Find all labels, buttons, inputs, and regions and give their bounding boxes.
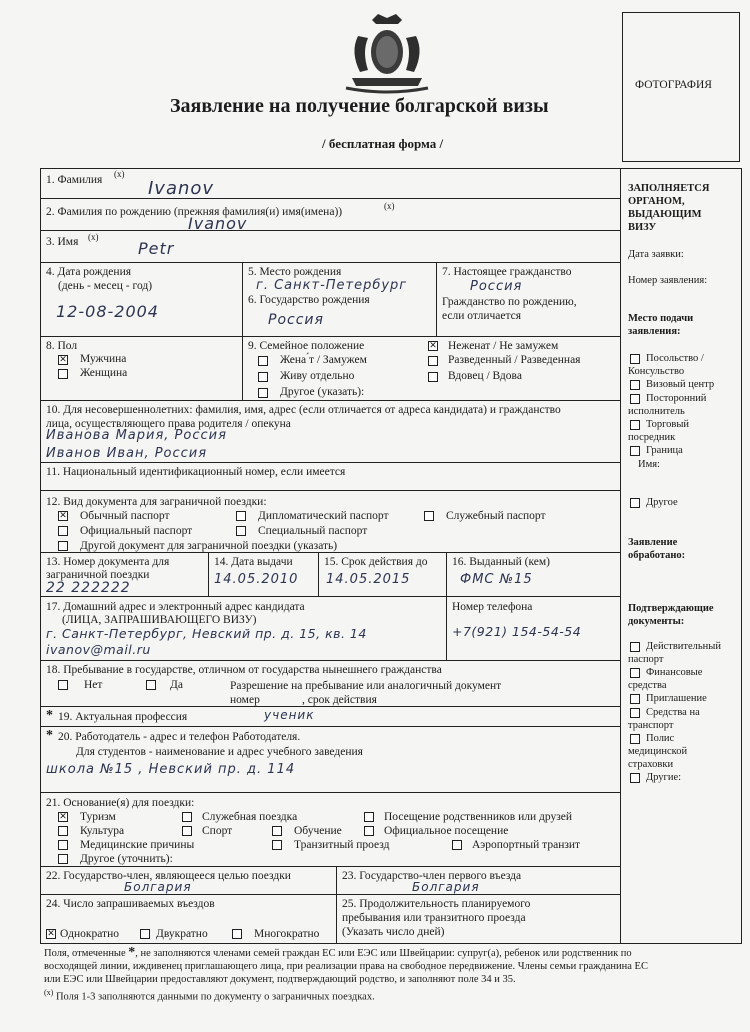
purpose-other-checkbox[interactable] <box>58 854 68 864</box>
f13-label2: заграничной поездки <box>46 569 150 581</box>
f17-email-value[interactable]: ivanov@mail.ru <box>46 642 151 657</box>
f10-parent1-value[interactable]: Иванова Мария, Россия <box>46 428 227 443</box>
purpose-medical-checkbox[interactable] <box>58 840 68 850</box>
f1-label: 1. Фамилия <box>46 174 103 186</box>
doc-ordinary-passport-checkbox[interactable] <box>58 511 68 521</box>
f3-mark: (x) <box>88 232 99 242</box>
f6-birth-country-value[interactable]: Россия <box>268 312 324 328</box>
f7-label: 7. Настоящее гражданство <box>442 266 572 278</box>
purpose-official-checkbox[interactable] <box>364 826 374 836</box>
f13-document-number-value[interactable]: 22 222222 <box>46 580 131 596</box>
f22-destination-value[interactable]: Болгария <box>124 880 192 894</box>
stay-permit-label: Разрешение на пребывание или аналогичный документ <box>230 680 502 692</box>
f14-label: 14. Дата выдачи <box>214 556 293 568</box>
marital-other-checkbox[interactable] <box>258 388 268 398</box>
f25-label2: пребывания или транзитного проезда <box>342 912 526 924</box>
f17-phone-label: Номер телефона <box>452 601 533 613</box>
purpose-tourism-checkbox[interactable] <box>58 812 68 822</box>
f11-label: 11. Национальный идентификационный номер, если имеется <box>46 466 346 478</box>
marital-divorced-checkbox[interactable] <box>428 356 438 366</box>
f8-label: 8. Пол <box>46 340 78 352</box>
purpose-tourism-label: Туризм <box>80 811 116 823</box>
page-title: Заявление на получение болгарской визы <box>170 95 549 117</box>
doc-other-document-checkbox[interactable] <box>58 541 68 551</box>
place-visa-center-label: Визовый центр <box>646 379 715 390</box>
f1-mark: (x) <box>114 169 125 179</box>
f9-label: 9. Семейное положение <box>248 340 365 352</box>
stay-no-checkbox[interactable] <box>58 680 68 690</box>
sidebar-place-heading: Место подачи заявления: <box>628 313 694 337</box>
f19-profession-value[interactable]: ученик <box>264 708 315 722</box>
f13-label: 13. Номер документа для <box>46 556 170 568</box>
f20-label: 20. Работодатель - адрес и телефон Работодателя. <box>58 731 301 743</box>
f16-label: 16. Выданный (кем) <box>452 556 551 568</box>
place-other-label: Другое <box>646 497 678 508</box>
f2-label: 2. Фамилия по рождению (прежняя фамилия(и) имя(имена)) <box>46 206 343 218</box>
f7-label2: Гражданство по рождению, <box>442 296 577 308</box>
f15-label: 15. Срок действия до <box>324 556 428 568</box>
f15-expiry-date-value[interactable]: 14.05.2015 <box>326 572 411 587</box>
marital-married-checkbox[interactable] <box>258 356 268 366</box>
f25-label3: (Указать число дней) <box>342 926 445 938</box>
doc-diplomatic-passport-label: Дипломатический паспорт <box>258 510 389 522</box>
f1-surname-value[interactable]: Ivanov <box>148 178 215 199</box>
f24-label: 24. Число запрашиваемых въездов <box>46 898 215 910</box>
f21-label: 21. Основание(я) для поездки: <box>46 797 195 809</box>
f17-label: 17. Домашний адрес и электронный адрес кандидата <box>46 601 305 613</box>
marital-married-label: Жена ́т / Замужем <box>280 354 367 366</box>
place-other-checkbox[interactable] <box>630 498 640 508</box>
f10-parent2-value[interactable]: Иванов Иван, Россия <box>46 446 208 461</box>
purpose-transit-checkbox[interactable] <box>272 840 282 850</box>
doc-diplomatic-passport-checkbox[interactable] <box>236 511 246 521</box>
f5-birthplace-value[interactable]: г. Санкт-Петербург <box>256 278 408 293</box>
doc-service-passport-label: Служебный паспорт <box>446 510 546 522</box>
marital-separated-checkbox[interactable] <box>258 372 268 382</box>
purpose-sport-label: Спорт <box>202 825 233 837</box>
f16-issued-by-value[interactable]: ФМС №15 <box>460 572 533 587</box>
purpose-visit-label: Посещение родственников или друзей <box>384 811 572 823</box>
marital-other-label: Другое (указать): <box>280 386 365 398</box>
place-border-label: Граница <box>646 445 683 456</box>
sidebar-docs-heading: Подтверждающие документы: <box>628 603 714 627</box>
doc-official-passport-label: Официальный паспорт <box>80 525 193 537</box>
doc-funds-label: Финансовые средства <box>628 667 703 691</box>
stay-yes-checkbox[interactable] <box>146 680 156 690</box>
stay-yes-label: Да <box>170 679 183 691</box>
purpose-study-checkbox[interactable] <box>272 826 282 836</box>
sex-female-label: Женщина <box>80 367 128 379</box>
purpose-visit-checkbox[interactable] <box>364 812 374 822</box>
f20-label2: Для студентов - наименование и адрес учебного заведения <box>76 746 363 758</box>
f6-label: 6. Государство рождения <box>248 294 370 306</box>
purpose-transit-label: Транзитный проезд <box>294 839 390 851</box>
purpose-business-label: Служебная поездка <box>202 811 298 823</box>
f10-label: 10. Для несовершеннолетних: фамилия, имя, адрес (если отличается от адреса кандидата) и гражданство <box>46 404 561 416</box>
coat-of-arms-emblem <box>338 12 436 96</box>
sidebar-date-label: Дата заявки: <box>628 249 684 260</box>
f14-issue-date-value[interactable]: 14.05.2010 <box>214 572 299 587</box>
purpose-official-label: Официальное посещение <box>384 825 509 837</box>
marital-widowed-checkbox[interactable] <box>428 372 438 382</box>
f7-label3: если отличается <box>442 310 522 322</box>
f19-star: * <box>46 708 53 723</box>
doc-special-passport-label: Специальный паспорт <box>258 525 368 537</box>
sex-male-checkbox[interactable] <box>58 355 68 365</box>
f2-mark: (x) <box>384 201 395 211</box>
doc-other-document-label: Другой документ для заграничной поездки (указать) <box>80 540 338 552</box>
f25-label: 25. Продолжительность планируемого <box>342 898 531 910</box>
sidebar-heading: ЗАПОЛНЯЕТСЯ ОРГАНОМ, ВЫДАЮЩИМ ВИЗУ <box>628 183 710 233</box>
entries-double-label: Двукратно <box>156 928 208 940</box>
sex-male-label: Мужчина <box>80 353 127 365</box>
doc-insurance-label: Полис медицинской страховки <box>628 733 688 770</box>
f19-label: 19. Актуальная профессия <box>58 711 188 723</box>
f23-first-entry-value[interactable]: Болгария <box>412 880 480 894</box>
purpose-culture-label: Культура <box>80 825 125 837</box>
place-visa-center-checkbox[interactable] <box>630 380 640 390</box>
doc-official-passport-checkbox[interactable] <box>58 526 68 536</box>
place-embassy-label: Посольство / Консульство <box>628 353 704 377</box>
f2-birth-surname-value[interactable]: Ivanov <box>188 214 248 233</box>
entries-multiple-checkbox[interactable] <box>232 929 242 939</box>
page-subtitle: / бесплатная форма / <box>322 136 444 151</box>
f4-birthdate-value[interactable]: 12-08-2004 <box>56 302 159 321</box>
f7-citizenship-value[interactable]: Россия <box>470 279 523 294</box>
f12-label: 12. Вид документа для заграничной поездки: <box>46 496 267 508</box>
entries-multiple-label: Многократно <box>254 928 320 940</box>
place-outsourcer-label: Посторонний исполнитель <box>628 393 707 417</box>
doc-other-label: Другие: <box>646 772 682 783</box>
entries-double-checkbox[interactable] <box>140 929 150 939</box>
f10-label2: лица, осуществляющего права родителя / опекуна <box>46 418 291 430</box>
photo-label: ФОТОГРАФИЯ <box>635 79 712 91</box>
sidebar-processed-heading: Заявление обработано: <box>628 537 686 561</box>
photo-box <box>622 12 740 162</box>
doc-invitation-label: Приглашение <box>646 693 707 704</box>
sidebar-name-label: Имя: <box>638 459 660 470</box>
marital-divorced-label: Разведенный / Разведенная <box>448 354 581 366</box>
doc-special-passport-checkbox[interactable] <box>236 526 246 536</box>
purpose-culture-checkbox[interactable] <box>58 826 68 836</box>
stay-number-label: номер <box>230 694 260 706</box>
f22-label: 22. Государство-член, являющееся целью поездки <box>46 870 291 882</box>
f17-phone-value[interactable]: +7(921) 154-54-54 <box>452 624 582 639</box>
entries-single-checkbox[interactable] <box>46 929 56 939</box>
marital-single-checkbox[interactable] <box>428 341 438 351</box>
doc-passport-label: Действительный паспорт <box>628 641 721 665</box>
f23-label: 23. Государство-член первого въезда <box>342 870 522 882</box>
place-border-checkbox[interactable] <box>630 446 640 456</box>
f5-label: 5. Место рождения <box>248 266 342 278</box>
purpose-medical-label: Медицинские причины <box>80 839 195 851</box>
purpose-airport-transit-label: Аэропортный транзит <box>472 839 581 851</box>
f20-employer-value[interactable]: школа №15 , Невский пр. д. 114 <box>46 762 296 777</box>
place-intermediary-label: Торговый посредник <box>628 419 690 443</box>
doc-ordinary-passport-label: Обычный паспорт <box>80 510 170 522</box>
doc-transport-label: Средства на транспорт <box>628 707 700 731</box>
purpose-study-label: Обучение <box>294 825 342 837</box>
f20-star: * <box>46 728 53 743</box>
purpose-other-label: Другое (уточнить): <box>80 853 173 865</box>
f4-sublabel: (день - месец - год) <box>58 280 153 292</box>
purpose-business-checkbox[interactable] <box>182 812 192 822</box>
purpose-sport-checkbox[interactable] <box>182 826 192 836</box>
sidebar-number-label: Номер заявления: <box>628 275 708 286</box>
doc-other-checkbox[interactable] <box>630 773 640 783</box>
f3-name-value[interactable]: Petr <box>138 239 175 258</box>
f3-label: 3. Имя <box>46 236 79 248</box>
stay-term-label: , срок действия <box>302 694 377 706</box>
sex-female-checkbox[interactable] <box>58 369 68 379</box>
f17-label2: (ЛИЦА, ЗАПРАШИВАЮЩЕГО ВИЗУ) <box>62 614 257 626</box>
footer-note: Поля, отмеченные *, не заполняются членами семей граждан ЕС или ЕЭС или Швейцарии: супруг(а), ребенок или родственник по восходящей линии, иждивенец приглашающего лица, при реализации права на свободное передвижение. Члены семьи гражданина ЕС или ЕЭС или Швейцарии предоставляют документ, подтверждающий родство, и заполняют поле 34 и 35. $^{(x)}$ Поля 1-3 заполняются данными по документу о заграничных поездках. <box>44 945 648 1003</box>
doc-invitation-checkbox[interactable] <box>630 694 640 704</box>
stay-no-label: Нет <box>84 679 103 691</box>
marital-separated-label: Живу отдельно <box>280 370 355 382</box>
marital-widowed-label: Вдовец / Вдова <box>448 370 522 382</box>
marital-single-label: Неженат / Не замужем <box>448 340 559 352</box>
f18-label: 18. Пребывание в государстве, отличном от государства нынешнего гражданства <box>46 664 442 676</box>
doc-service-passport-checkbox[interactable] <box>424 511 434 521</box>
f4-label: 4. Дата рождения <box>46 266 132 278</box>
f17-address-value[interactable]: г. Санкт-Петербург, Невский пр. д. 15, кв. 14 <box>46 626 367 641</box>
entries-single-label: Однократно <box>60 928 119 940</box>
purpose-airport-transit-checkbox[interactable] <box>452 840 462 850</box>
